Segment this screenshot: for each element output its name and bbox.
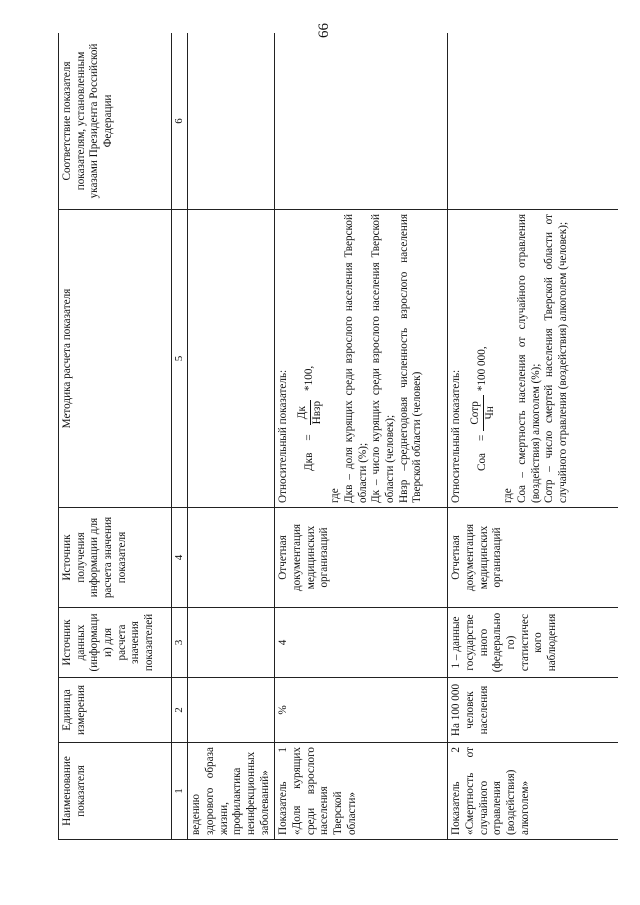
method-intro: Относительный показатель: xyxy=(450,369,463,503)
formula-denominator: Чн xyxy=(483,406,496,420)
indicator-source-info: Отчетная документация медицинских организаций xyxy=(275,508,448,608)
col-num-6: 6 xyxy=(172,33,188,210)
formula-fraction xyxy=(296,395,324,430)
continuation-row xyxy=(188,33,275,840)
page-number: 66 xyxy=(315,22,332,38)
header-unit: Единица измерения xyxy=(59,678,172,743)
empty-cell xyxy=(188,678,275,743)
col-num-2: 2 xyxy=(172,678,188,743)
header-compliance: Соответствие показателя показателям, установленным указами Президента Российской Федерации xyxy=(59,33,172,210)
indicators-table xyxy=(58,33,618,840)
formula xyxy=(296,214,324,471)
method-definition: Нвзр –среднегодовая численность взрослого населения Тверской области (человек) xyxy=(397,214,424,503)
method-where: где xyxy=(502,488,515,503)
formula-lhs: Соа xyxy=(476,452,489,471)
formula-numerator: Дк xyxy=(296,400,311,425)
formula-eq: = xyxy=(476,434,489,441)
formula-eq: = xyxy=(303,434,316,441)
header-name: Наименование показателя xyxy=(59,743,172,840)
col-num-3: 3 xyxy=(172,608,188,678)
continuation-cell: ведению здорового образа жизни, профилактика неинфекционных заболеваний» xyxy=(188,743,275,840)
indicator-unit: На 100 000 человек населения xyxy=(448,678,618,743)
column-number-row xyxy=(172,33,188,840)
empty-cell xyxy=(188,508,275,608)
formula xyxy=(469,214,497,471)
table-row xyxy=(275,33,448,840)
table-row xyxy=(448,33,618,840)
formula-multiplier: *100 000, xyxy=(476,346,489,392)
table-viewport xyxy=(58,33,618,840)
indicator-method xyxy=(275,210,448,508)
indicator-name: Показатель 2 «Смертность от случайного отравления (воздействия) алкоголем» xyxy=(448,743,618,840)
header-source-info: Источник получения информации для расчета значения показателя xyxy=(59,508,172,608)
indicator-compliance xyxy=(275,33,448,210)
indicator-source-data: 1 – данные государственного (федерального) статистического наблюдения xyxy=(448,608,618,678)
formula-numerator: Сотр xyxy=(469,395,484,431)
empty-cell xyxy=(188,33,275,210)
method-intro: Относительный показатель: xyxy=(277,369,290,503)
rotated-page xyxy=(58,33,618,840)
formula-fraction xyxy=(469,395,497,431)
formula-multiplier: *100, xyxy=(303,365,316,391)
col-num-4: 4 xyxy=(172,508,188,608)
method-definition: Соа – смертность населения от случайного отравления (воздействия) алкоголем (%); xyxy=(515,214,542,503)
indicator-source-data: 4 xyxy=(275,608,448,678)
formula-lhs: Дкв xyxy=(303,452,316,471)
empty-cell xyxy=(188,608,275,678)
indicator-compliance xyxy=(448,33,618,210)
indicator-unit: % xyxy=(275,678,448,743)
header-source-data: Источник данных (информации) для расчета значения показателей xyxy=(59,608,172,678)
col-num-5: 5 xyxy=(172,210,188,508)
header-method: Методика расчета показателя xyxy=(59,210,172,508)
method-definition: Дкв – доля курящих среди взрослого населения Тверской области (%); xyxy=(342,214,369,503)
method-definition: Дк – число курящих среди взрослого населения Тверской области (человек); xyxy=(370,214,396,503)
indicator-method xyxy=(448,210,618,508)
method-where: где xyxy=(329,488,342,503)
formula-denominator: Нвзр xyxy=(310,400,323,425)
method-definition: Сотр – число смертей населения Тверской области от случайного отравления (воздействия) алкоголем (человек); xyxy=(543,214,569,503)
indicator-name: Показатель 1 «Доля курящих среди взрослого населения Тверской области» xyxy=(275,743,448,840)
empty-cell xyxy=(188,210,275,508)
indicator-source-info: Отчетная документация медицинских организаций xyxy=(448,508,618,608)
header-row xyxy=(59,33,172,840)
col-num-1: 1 xyxy=(172,743,188,840)
